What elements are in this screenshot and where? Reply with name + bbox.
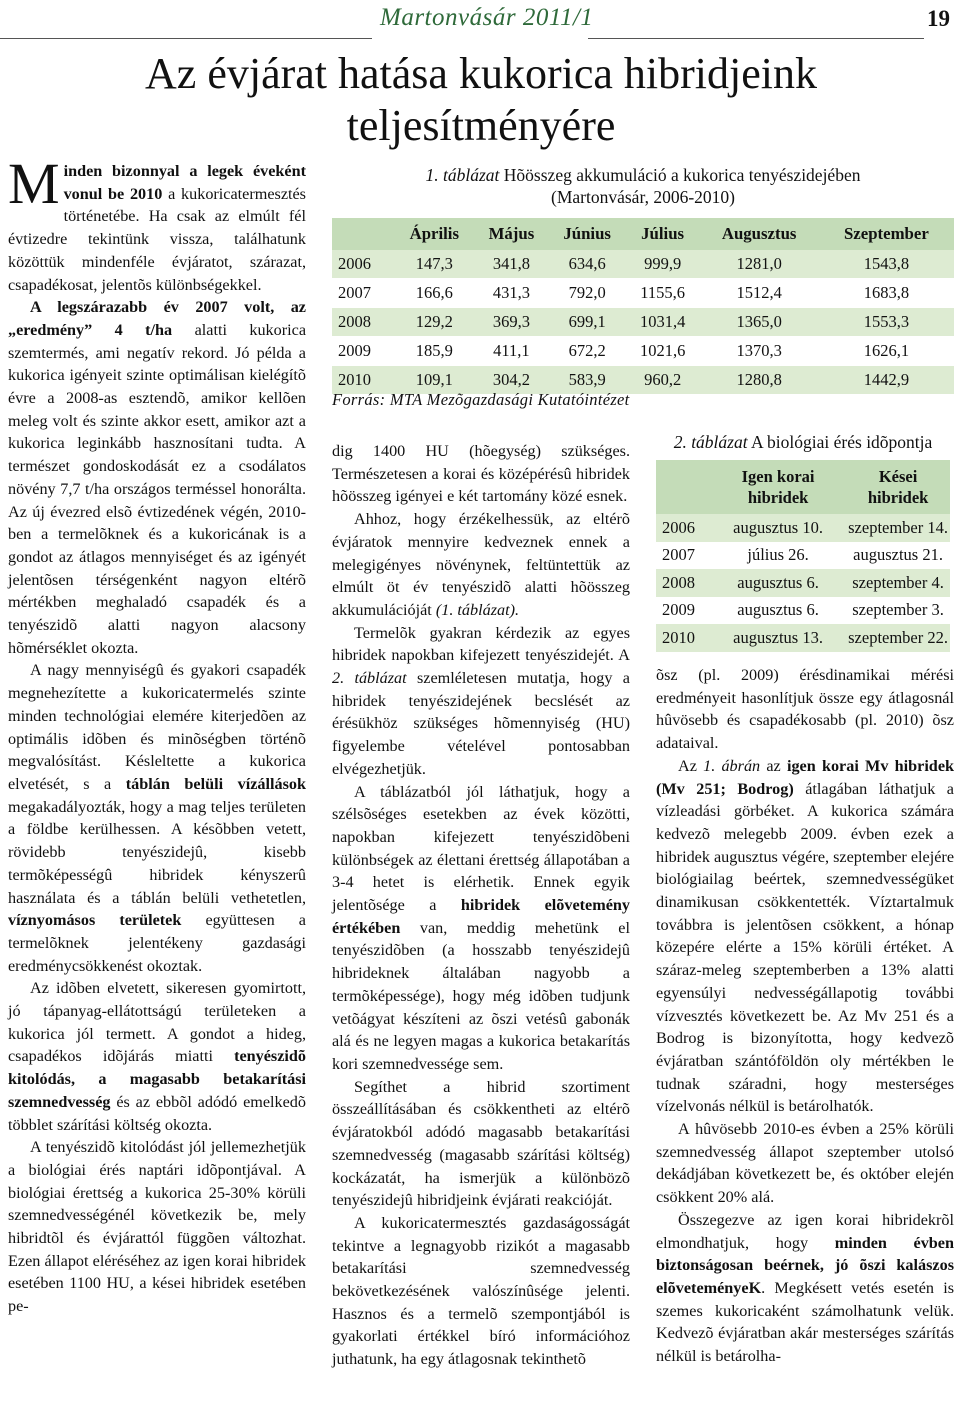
text: megakadályozták, hogy a mag teljes területen a földbe kerülhessen. A késõbben vetett, rövidebb tenyészidejû, kisebb termõképességû hibridek kényszerû használata és a táblán belüli vethetetlen, (8, 797, 306, 907)
table-cell: 1626,1 (819, 337, 954, 366)
header-cell: Június (549, 218, 626, 250)
table-cell: 2007 (332, 279, 394, 308)
text: átlagában láthatjuk a vízleadási görbéket. A kukorica számára kedvezõ melegebb 2009. évben ezek a hibridek augusztus végére, szeptember elejére biológiailag beértek, szemnedvességüket dinamikusan csökkentették. Víztartalmuk továbbra is jelentõsen csökkent, a hónap közepére elérte a 15% körüli értéket. A száraz-meleg szeptemberben a 13% alatti egyensúlyi nedvességállapotig további vízvesztés következett be. Az Mv 251 és a Bodrog is bizonyította, hogy kedvezõ évjáratban szántóföldön oly mértékben le tudnak száradni, hogy mesterséges vízelvonás nélkül is betárolhatók. (656, 779, 954, 1116)
table-cell: 2006 (332, 250, 394, 279)
table-cell: 304,2 (474, 366, 548, 395)
text: Az idõben elvetett, sikeresen gyomirtott, jó tápanyag-ellátottságú területeken a kukorica jól termett. A gondot a hideg, csapadékos idõjárás miatti (8, 979, 306, 1066)
text: szemléletesen mutatja, hogy a hibridek tenyészidejének becslését az érésükhöz szükséges hõmennyiség (HU) figyelembe vételével pontosabban elvégezhetjük. (332, 669, 630, 778)
bold-text: hibridek elõvetemény értékében (332, 896, 630, 937)
header-cell: Kései hibridek (846, 460, 950, 514)
text: Összegezve az igen korai hibridekrõl elmondhatjuk, hogy (656, 1210, 954, 1252)
title-line-1: Az évjárat hatása kukorica hibridjeink (145, 49, 817, 98)
table-cell: 185,9 (394, 337, 474, 366)
table-cell: 2010 (656, 624, 710, 652)
table-cell: 1155,6 (626, 279, 700, 308)
table1-title: Hõösszeg akkumuláció a kukorica tenyészidejében (499, 165, 861, 185)
header-cell: Szeptember (819, 218, 954, 250)
text: A táblázatból jól láthatjuk, hogy a szélsõséges esetekben az évek közötti, napokban kifejezett tenyészidõbeni különbségek az élettani érettség állapotában a 3-4 hetet is elérhetik. Ennek egyik jelentõsége a (332, 782, 630, 915)
table-cell: 699,1 (549, 308, 626, 337)
title-line-2: teljesítményére (346, 101, 616, 150)
column-1 (8, 151, 307, 1318)
table-cell: 2009 (656, 597, 710, 625)
table-row (332, 279, 954, 308)
heat-sum-table (332, 218, 954, 395)
table-cell: 2006 (656, 514, 710, 542)
paragraph (8, 977, 306, 1136)
paragraph (8, 296, 306, 659)
paragraph: Segíthet a hibrid szortiment összeállításában és csökkentheti az eltérõ évjáratokból adódó magasabb betakarítási szemnedvesség (magasabb szárítási költség) kockázatát, ha ismerjük a különbözõ tenyészidejû hibridjeink évjárati reakcióját. (332, 1077, 630, 1210)
table-cell: 792,0 (549, 279, 626, 308)
article-title (96, 48, 866, 152)
table-cell: 1031,4 (626, 308, 700, 337)
text: Ahhoz, hogy érzékelhessük, az eltérõ évjáratok mennyire kedveznek ennek a melegigényes növénynek, feltüntettük az elmúlt öt év tenyészidõ alatti hõösszeg akkumulációját (332, 510, 630, 619)
paragraph: õsz (pl. 2009) érésdinamikai mérési eredményeit hasonlítjuk össze egy átlagosnál hûvösebb és csapadékosabb (pl. 2010) õsz adataival. (656, 666, 954, 753)
ripening-date-table (656, 460, 950, 652)
header-rule-right (588, 38, 924, 39)
paragraph: A tenyészidõ kitolódást jól jellemezhetjük a biológiai érés naptári idõpontjával. A biológiai érettség a kukorica 25-30% körüli szemnedvességénél következik be, mely hibridtõl és évjárattól függõen változhat. Ezen állapot eléréséhez az igen korai hibridek esetében 1100 HU, a kései hibridek esetében pe- (8, 1138, 306, 1316)
bold-text: tenyészidõ kitolódás, a magasabb betakarítási szemnedvesség (8, 1047, 306, 1111)
table-cell: 634,6 (549, 250, 626, 279)
table1-source: Forrás: MTA Mezõgazdasági Kutatóintézet (332, 390, 630, 409)
italic-text: (1. táblázat). (435, 600, 520, 619)
paragraph (656, 1209, 954, 1368)
table2-label: 2. táblázat (673, 432, 748, 452)
table-cell: 341,8 (474, 250, 548, 279)
table2-caption (656, 431, 950, 453)
table-cell: 1365,0 (700, 308, 819, 337)
table-cell: szeptember 22. (846, 624, 950, 652)
table-cell: 999,9 (626, 250, 700, 279)
text: Az (678, 756, 704, 775)
header-cell: Július (626, 218, 700, 250)
table-row (656, 514, 950, 542)
paragraph (332, 622, 630, 781)
table1-subtitle: (Martonvásár, 2006-2010) (551, 187, 735, 207)
text: az (760, 756, 787, 775)
column-3 (656, 664, 954, 1368)
table-cell: 1280,8 (700, 366, 819, 395)
table-cell: 1543,8 (819, 250, 954, 279)
table-cell: 1021,6 (626, 337, 700, 366)
text: együttesen a termelõknek jelentékeny gazdasági eredménycsökkenést okoztak. (8, 911, 306, 975)
table-cell: 672,2 (549, 337, 626, 366)
table-cell: 1281,0 (700, 250, 819, 279)
paragraph (8, 659, 306, 977)
table-header-row (332, 218, 954, 250)
table-cell: 129,2 (394, 308, 474, 337)
table-cell: 2009 (332, 337, 394, 366)
table-cell: szeptember 3. (846, 597, 950, 625)
table-cell: 960,2 (626, 366, 700, 395)
table-cell: augusztus 6. (710, 597, 846, 625)
table-cell: 369,3 (474, 308, 548, 337)
table-cell: 431,3 (474, 279, 548, 308)
table-cell: 109,1 (394, 366, 474, 395)
text: alatti kukorica szemtermés, ami negatív rekord. Jó példa a kukorica igényeit szinte optimálisan kielégítõ évre a 2008-as esztendõ, amikor kellõen meleg volt és szinte akkor esett, amikor azt a kukorica leginkább hasznosítani tudta. A természet gondoskodását ez a csodálatos növény 7,7 t/ha országos terméssel honorálta. Az új évezred elsõ évtizedének végén, 2010-ben a termelõknek és a kukoricának is a gondot az átlagos mennyiséget és az igényét jelentõsen térségenként nagyon eltérõ mértékben meghaladó csapadék és a tenyészidõ alatti nagyon alacsony hõmérséklet okozta. (8, 320, 306, 657)
table-cell: 2008 (656, 569, 710, 597)
table-row (656, 624, 950, 652)
page-number: 19 (927, 6, 950, 31)
paragraph (656, 755, 954, 1118)
table-cell: 147,3 (394, 250, 474, 279)
paragraph (8, 151, 306, 296)
table-cell: 2008 (332, 308, 394, 337)
header-cell (332, 218, 394, 250)
paragraph: A kukoricatermesztés gazdaságosságát tekintve a legnagyobb rizikót a magasabb betakarítási szemnedvesség bekövetkezésének valószínûsége jelenti. Hasznos és a termelõ szempontjából is gyakorlati értékkel bíró információhoz juthatunk, ha egy átlagosnak tekinthetõ (332, 1213, 630, 1369)
header-cell: Augusztus (700, 218, 819, 250)
bold-text: igen korai Mv hibridek (Mv 251; Bodrog) (656, 756, 955, 798)
publication-name (380, 4, 593, 32)
table2-title: A biológiai érés idõpontja (747, 432, 933, 452)
header-cell (656, 460, 710, 514)
table-row (656, 569, 950, 597)
italic-text: 2. táblázat (332, 669, 407, 688)
header-cell: Igen korai hibridek (710, 460, 846, 514)
table-cell: augusztus 6. (710, 569, 846, 597)
table-row (656, 597, 950, 625)
table-row (332, 250, 954, 279)
bold-text: inden bizonnyal a legek éveként vonul be 2010 (63, 162, 306, 203)
table-cell: 1553,3 (819, 308, 954, 337)
table-cell: 411,1 (474, 337, 548, 366)
paragraph: dig 1400 HU (hõegység) szükséges. Természetesen a korai és középérésû hibridek hõösszeg igényei e két tartomány közé esnek. (332, 442, 630, 506)
text: van, meddig mehetünk el tenyészidõben (a hosszabb tenyészidejû hibrideknek általában nagyobb a termõképessége), hogy még idõben tudjunk vetõágyat készíteni az õszi vetésû gabonák alá és ne legyen magas a kukorica betakarítás kori szemnedvessége sem. (332, 918, 630, 1073)
table-cell: július 26. (710, 542, 846, 570)
table-cell: 2010 (332, 366, 394, 395)
table-cell: augusztus 10. (710, 514, 846, 542)
table-cell: 583,9 (549, 366, 626, 395)
table-cell: 1370,3 (700, 337, 819, 366)
drop-cap: M (8, 151, 60, 216)
publication-title: Martonvásár (380, 4, 517, 31)
table-cell: 2007 (656, 542, 710, 570)
header-cell: Április (394, 218, 474, 250)
table-row (332, 308, 954, 337)
italic-text: 1. ábrán (703, 756, 761, 775)
paragraph (332, 781, 630, 1076)
table-row (656, 542, 950, 570)
table1-label: 1. táblázat (425, 165, 500, 185)
issue-number: 2011/1 (522, 4, 594, 31)
table-header-row (656, 460, 950, 514)
page-header (0, 0, 960, 40)
column-2 (332, 440, 630, 1371)
header-cell: Május (474, 218, 548, 250)
table-cell: 166,6 (394, 279, 474, 308)
table-cell: szeptember 14. (846, 514, 950, 542)
table-cell: augusztus 21. (846, 542, 950, 570)
table-cell: 1442,9 (819, 366, 954, 395)
text: Termelõk gyakran kérdezik az egyes hibridek napokban kifejezett tenyészidejét. A (332, 623, 630, 665)
bold-text: minden évben biztonságosan beérnek, jó õszi kalászos elõveteményeK (656, 1233, 954, 1297)
text: és az ebbõl adódó emelkedõ többlet szárítási költség okozta. (8, 1092, 306, 1134)
table-cell: 1683,8 (819, 279, 954, 308)
text: A nagy mennyiségû és gyakori csapadék megnehezítette a kukoricatermelés szinte minden technológiai elemére kiterjedõen az optimális idõben és minõségben történõ megvalósítást. Késleltette a kukorica elvetését, s a (8, 661, 306, 793)
text: . Megkésett vetés esetén is szemes kukoricaként számolhatunk velük. Kedvezõ évjáratban akár mesterséges szárítás nélkül is betárolha- (656, 1278, 954, 1366)
table1-caption (332, 164, 954, 208)
text: a kukoricatermesztés történetébe. Ha csak az elmúlt fél évtizedre tekintünk vissza, találhatunk közöttük mindenféle évjáratot, szárazat, csapadékosat, jelentõs különbségekkel. (8, 184, 306, 294)
bold-text: táblán belüli vízállások (125, 774, 307, 793)
table-row (332, 337, 954, 366)
header-rule-left (0, 38, 372, 39)
table-cell: szeptember 4. (846, 569, 950, 597)
table-cell: 1512,4 (700, 279, 819, 308)
bold-text: A legszárazabb év 2007 volt, az „eredmény” 4 t/ha (8, 298, 306, 339)
paragraph: A hûvösebb 2010-es évben a 25% körüli szemnedvesség állapot szeptember utolsó dekádjában következett be, és október elején csökkent 20% alá. (656, 1120, 954, 1207)
paragraph (332, 508, 630, 622)
bold-text: víznyomásos területek (8, 911, 182, 930)
table-cell: augusztus 13. (710, 624, 846, 652)
